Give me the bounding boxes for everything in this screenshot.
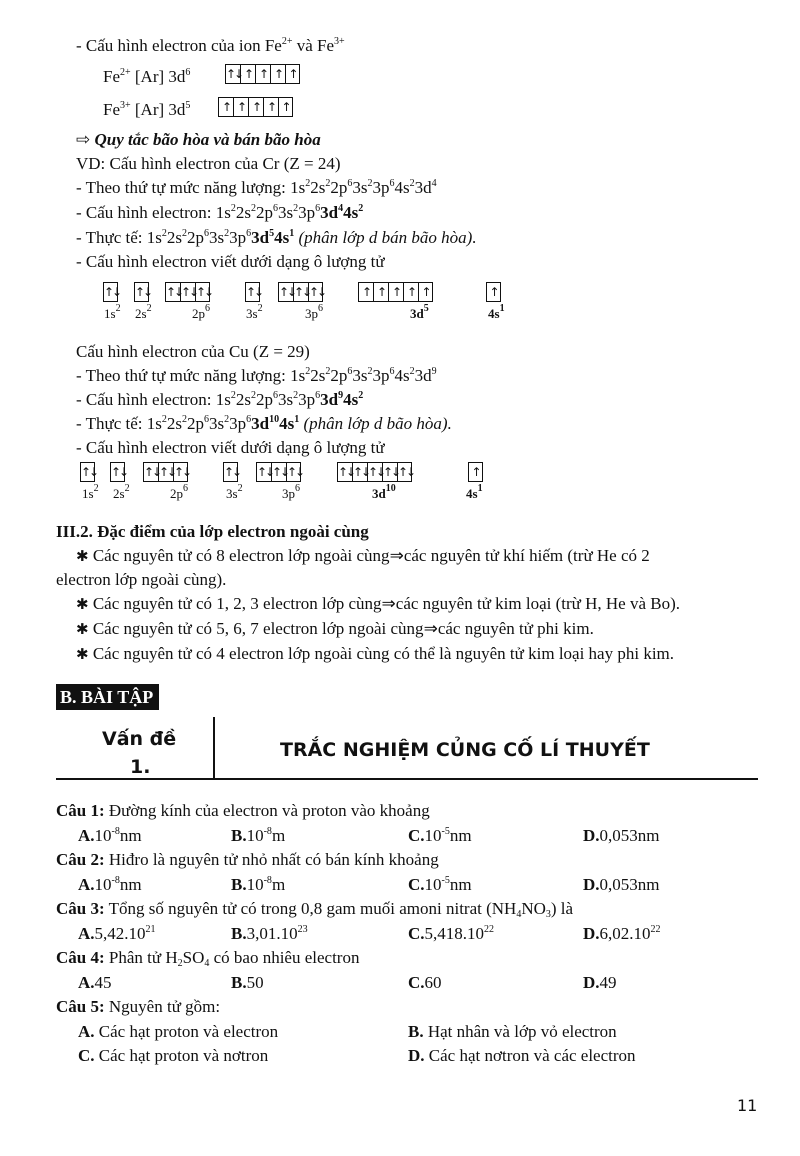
cu-label-3s: $3s^2$ xyxy=(226,483,243,501)
orbital-box: ↑ xyxy=(418,282,433,302)
q2-option-d: D.0,053nm xyxy=(583,875,660,894)
fe2-orbital-boxes xyxy=(225,64,300,84)
orbital-box: ↑↓ xyxy=(293,282,308,302)
orbital-box: ↑ xyxy=(263,97,278,117)
implies-arrow-icon: ⇒ xyxy=(423,619,438,639)
section-iii2-heading: III.2. Đặc điểm của lớp electron ngoài cùng xyxy=(56,522,369,541)
cr-actual: - Thực tế: $1s^22s^22p^63s^23p^63d^54s^1$ (phân lớp d bán bão hòa). xyxy=(76,228,477,247)
orbital-box: ↑↓ xyxy=(337,462,352,482)
cu-config: - Cấu hình electron: $1s^22s^22p^63s^23p^63d^94s^2$ xyxy=(76,390,364,409)
cr-1s-boxes xyxy=(103,282,121,302)
cu-4s-boxes xyxy=(468,462,483,482)
orbital-box: ↑↓ xyxy=(382,462,397,482)
cu-label-1s: $1s^2$ xyxy=(82,483,99,501)
orbital-box: ↑↓ xyxy=(195,282,210,302)
question-4: Câu 4: Phân tử $H_2SO_4$ có bao nhiêu electron xyxy=(56,948,360,969)
implies-arrow-icon: ⇒ xyxy=(381,594,396,614)
orbital-box: ↑↓ xyxy=(143,462,158,482)
q3-option-c: C.5,418.10$^{22}$ xyxy=(408,924,495,943)
orbital-box: ↑↓ xyxy=(80,462,95,482)
cu-3p-boxes xyxy=(256,462,304,482)
q5-option-a: A. Các hạt proton và electron xyxy=(78,1022,279,1041)
orbital-box: ↑↓ xyxy=(256,462,271,482)
cu-3s-boxes xyxy=(223,462,241,482)
bullet-4: ✱ Các nguyên tử có 4 electron lớp ngoài cùng có thể là nguyên tử kim loại hay phi kim. xyxy=(76,644,675,663)
cr-2s-boxes xyxy=(134,282,152,302)
q4-option-d: D.49 xyxy=(583,973,617,992)
fe-ion-intro: - Cấu hình electron của ion $Fe^{2+}$ và $Fe^{3+}$ xyxy=(76,36,345,55)
orbital-box: ↑ xyxy=(248,97,263,117)
orbital-box: ↑ xyxy=(403,282,418,302)
cu-orbital-caption: - Cấu hình electron viết dưới dạng ô lượng tử xyxy=(76,438,385,457)
asterisk-icon: ✱ xyxy=(76,620,89,638)
q2-option-b: $B.10^{-8}m$ xyxy=(231,875,286,894)
q1-option-a: $A.10^{-8}nm$ xyxy=(78,826,142,845)
cu-label-3d: $3d^{10}$ xyxy=(372,483,396,501)
cu-2p-boxes xyxy=(143,462,191,482)
orbital-box: ↑ xyxy=(388,282,403,302)
bullet-2: ✱ Các nguyên tử có 1, 2, 3 electron lớp cùng⇒các nguyên tử kim loại (trừ H, He và Bo). xyxy=(76,594,681,614)
orbital-box: ↑ xyxy=(255,64,270,84)
bullet-1-cont: electron lớp ngoài cùng). xyxy=(56,570,227,589)
cr-4s-boxes xyxy=(486,282,501,302)
q5-option-b: B. Hạt nhân và lớp vỏ electron xyxy=(408,1022,617,1041)
van-de-number: 1. xyxy=(130,756,151,778)
header-divider-vertical xyxy=(213,717,215,779)
cr-label-2s: $2s^2$ xyxy=(135,303,152,321)
implies-arrow-icon: ⇒ xyxy=(389,546,404,566)
orbital-box: ↑↓ xyxy=(110,462,125,482)
bullet-1: ✱ Các nguyên tử có 8 electron lớp ngoài cùng⇒các nguyên tử khí hiếm (trừ He có 2 xyxy=(76,546,650,566)
cr-label-1s: $1s^2$ xyxy=(104,303,121,321)
q1-option-d: D.0,053nm xyxy=(583,826,660,845)
orbital-box: ↑↓ xyxy=(223,462,238,482)
orbital-box: ↑↓ xyxy=(134,282,149,302)
bullet-3: ✱ Các nguyên tử có 5, 6, 7 electron lớp ngoài cùng⇒các nguyên tử phi kim. xyxy=(76,619,594,639)
q4-option-a: A.45 xyxy=(78,973,112,992)
orbital-box: ↑ xyxy=(240,64,255,84)
orbital-box: ↑↓ xyxy=(180,282,195,302)
orbital-box: ↑ xyxy=(285,64,300,84)
cr-energy-order: - Theo thứ tự mức năng lượng: $1s^22s^22p^63s^23p^64s^23d^4$ xyxy=(76,178,437,197)
cu-example: Cấu hình electron của Cu (Z = 29) xyxy=(76,342,310,361)
orbital-box: ↑ xyxy=(278,97,293,117)
cu-actual: - Thực tế: $1s^22s^22p^63s^23p^63d^{10}4s^1$ (phân lớp d bão hòa). xyxy=(76,414,452,433)
orbital-box: ↑ xyxy=(270,64,285,84)
right-arrow-icon: ⇨ xyxy=(76,130,91,150)
cu-label-3p: $3p^6$ xyxy=(282,483,300,501)
q1-option-c: $C.10^{-5}nm$ xyxy=(408,826,472,845)
orbital-box: ↑↓ xyxy=(225,64,240,84)
cr-2p-boxes xyxy=(165,282,213,302)
cr-label-3p: $3p^6$ xyxy=(305,303,323,321)
header-divider-horizontal xyxy=(56,778,758,780)
cr-label-3d: $3d^5$ xyxy=(410,303,429,321)
asterisk-icon: ✱ xyxy=(76,645,89,663)
fe2-config: $Fe^{2+}$ [Ar] $3d^6$ xyxy=(103,67,191,86)
orbital-box: ↑↓ xyxy=(103,282,118,302)
cu-label-2p: $2p^6$ xyxy=(170,483,188,501)
orbital-box: ↑ xyxy=(358,282,373,302)
cr-label-2p: $2p^6$ xyxy=(192,303,210,321)
cr-3d-boxes xyxy=(358,282,433,302)
q2-option-a: $A.10^{-8}nm$ xyxy=(78,875,142,894)
q3-option-d: D.6,02.10$^{22}$ xyxy=(583,924,661,943)
q4-option-c: C.60 xyxy=(408,973,442,992)
q3-option-b: B.3,01.10$^{23}$ xyxy=(231,924,308,943)
orbital-box: ↑↓ xyxy=(158,462,173,482)
q4-option-b: B.50 xyxy=(231,973,264,992)
orbital-box: ↑↓ xyxy=(308,282,323,302)
cr-label-3s: $3s^2$ xyxy=(246,303,263,321)
q5-option-c: C. Các hạt proton và nơtron xyxy=(78,1046,269,1065)
cu-label-2s: $2s^2$ xyxy=(113,483,130,501)
cr-config: - Cấu hình electron: $1s^22s^22p^63s^23p^63d^44s^2$ xyxy=(76,203,364,222)
orbital-box: ↑↓ xyxy=(286,462,301,482)
rule-title: ⇨ Quy tắc bão hòa và bán bão hòa xyxy=(76,130,321,150)
question-3: Câu 3: Tổng số nguyên tử có trong 0,8 gam muối amoni nitrat $(NH_4NO_3)$ là xyxy=(56,899,574,920)
orbital-box: ↑↓ xyxy=(271,462,286,482)
asterisk-icon: ✱ xyxy=(76,547,89,565)
cr-example: VD: Cấu hình electron của Cr (Z = 24) xyxy=(76,154,341,173)
fe3-config: $Fe^{3+}$ [Ar] $3d^5$ xyxy=(103,100,191,119)
section-b-label: B. BÀI TẬP xyxy=(56,684,159,710)
fe3-orbital-boxes xyxy=(218,97,293,117)
cu-3d-boxes xyxy=(337,462,415,482)
page-number: 11 xyxy=(737,1096,758,1115)
orbital-box: ↑ xyxy=(486,282,501,302)
asterisk-icon: ✱ xyxy=(76,595,89,613)
cr-label-4s: $4s^1$ xyxy=(488,303,505,321)
orbital-box: ↑ xyxy=(468,462,483,482)
question-1: Câu 1: Đường kính của electron và proton vào khoảng xyxy=(56,801,430,820)
cr-3s-boxes xyxy=(245,282,263,302)
q1-option-b: $B.10^{-8}m$ xyxy=(231,826,286,845)
q2-option-c: $C.10^{-5}nm$ xyxy=(408,875,472,894)
question-2: Câu 2: Hiđro là nguyên tử nhỏ nhất có bán kính khoảng xyxy=(56,850,439,869)
orbital-box: ↑↓ xyxy=(278,282,293,302)
orbital-box: ↑↓ xyxy=(245,282,260,302)
topic-title: TRẮC NGHIỆM CỦNG CỐ LÍ THUYẾT xyxy=(280,739,650,761)
cu-label-4s: $4s^1$ xyxy=(466,483,483,501)
cr-3p-boxes xyxy=(278,282,326,302)
question-5: Câu 5: Nguyên tử gồm: xyxy=(56,997,221,1016)
orbital-box: ↑ xyxy=(218,97,233,117)
q3-option-a: A.5,42.10$^{21}$ xyxy=(78,924,156,943)
cu-energy-order: - Theo thứ tự mức năng lượng: $1s^22s^22p^63s^23p^64s^23d^9$ xyxy=(76,366,437,385)
orbital-box: ↑↓ xyxy=(367,462,382,482)
orbital-box: ↑↓ xyxy=(352,462,367,482)
van-de-label: Vấn đề xyxy=(102,728,177,750)
cu-2s-boxes xyxy=(110,462,128,482)
orbital-box: ↑↓ xyxy=(397,462,412,482)
cr-orbital-caption: - Cấu hình electron viết dưới dạng ô lượng tử xyxy=(76,252,385,271)
cu-1s-boxes xyxy=(80,462,98,482)
orbital-box: ↑ xyxy=(373,282,388,302)
orbital-box: ↑↓ xyxy=(173,462,188,482)
orbital-box: ↑ xyxy=(233,97,248,117)
orbital-box: ↑↓ xyxy=(165,282,180,302)
q5-option-d: D. Các hạt nơtron và các electron xyxy=(408,1046,636,1065)
